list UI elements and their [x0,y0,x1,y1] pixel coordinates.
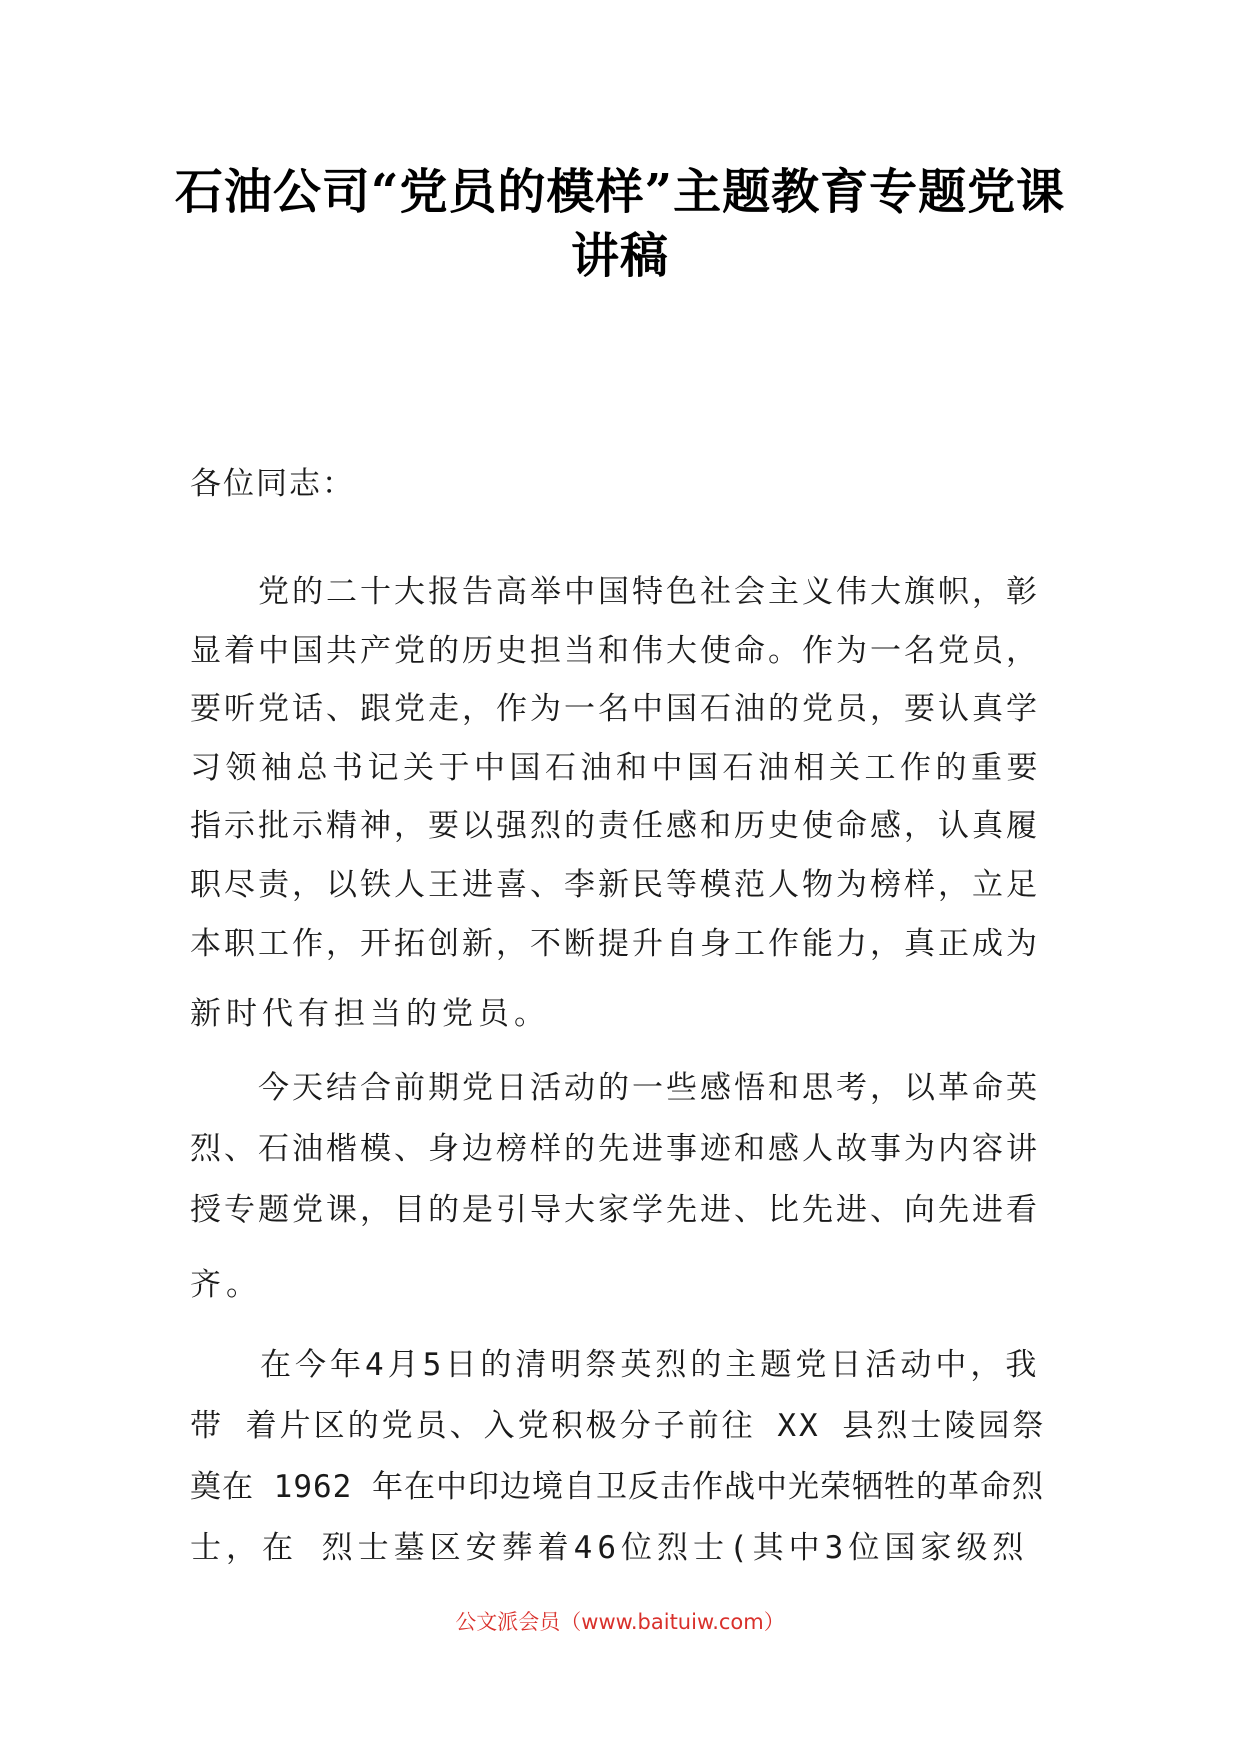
paragraph-line: 新时代有担当的党员。 [190,996,550,1033]
footer-watermark: 公文派会员（www.baituiw.com） [455,1610,785,1634]
paragraph-line: 齐。 [190,1267,262,1303]
salutation: 各位同志： [190,466,355,502]
paragraph-line: 烈、石油楷模、身边榜样的先进事迹和感人故事为内容讲 [190,1131,1040,1167]
paragraph-line: 指示批示精神，要以强烈的责任感和历史使命感，认真履 [190,808,1040,845]
document-title [150,160,1090,288]
paragraph-line: 党的二十大报告高举中国特色社会主义伟大旗帜，彰 [190,574,1040,610]
title-line-1: 石油公司“党员的模样”主题教育专题党课 [174,164,1066,220]
title-line-2: 讲稿 [570,228,669,284]
paragraph-2 [190,1058,1050,1316]
paragraph-line: 在今年4月5日的清明祭英烈的主题党日活动中，我 [190,1347,1041,1383]
paragraph-line: 要听党话、跟党走，作为一名中国石油的党员，要认真学 [190,691,1040,728]
paragraph-line: 奠在 1962 年在中印边境自卫反击作战中光荣牺牲的革命烈 [190,1469,1044,1505]
paragraph-line: 带 着片区的党员、入党积极分子前往 XX 县烈士陵园祭 [190,1408,1047,1444]
paragraph-line: 本职工作，开拓创新，不断提升自身工作能力，真正成为 [190,925,1040,962]
paragraph-line: 授专题党课，目的是引导大家学先进、比先进、向先进看 [190,1192,1040,1228]
paragraph-line: 职尽责，以铁人王进喜、李新民等模范人物为榜样，立足 [190,866,1040,903]
paragraph-line: 习领袖总书记关于中国石油和中国石油相关工作的重要 [190,749,1042,786]
paragraph-line: 士，在 烈士墓区安葬着46位烈士(其中3位国家级烈 [190,1530,1029,1566]
paragraph-line: 显着中国共产党的历史担当和伟大使命。作为一名党员， [190,632,1040,669]
paragraph-1 [190,563,1050,1044]
paragraph-3 [190,1335,1050,1579]
paragraph-line: 今天结合前期党日活动的一些感悟和思考，以革命英 [190,1070,1040,1106]
